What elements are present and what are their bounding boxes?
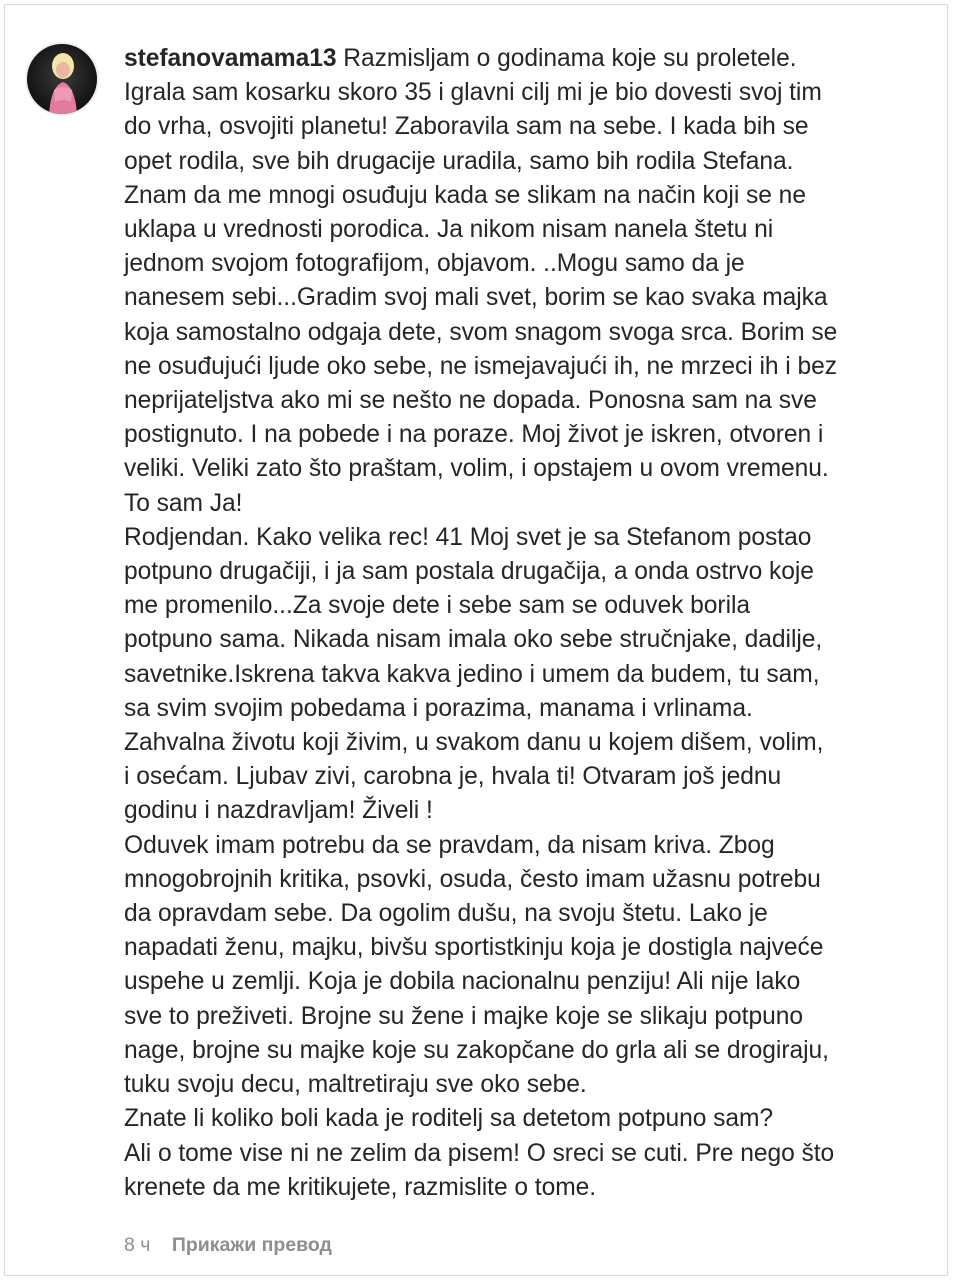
comment-first-line <box>124 42 914 76</box>
comment-line: godinu i nazdravljam! Živeli ! <box>124 797 433 825</box>
comment-body <box>124 42 914 1205</box>
comment-line: koja samostalno odgaja dete, svom snagom svoga srca. Borim se <box>124 318 838 346</box>
comment-line: savetnike.Iskrena takva kakva jedino i umem da budem, tu sam, <box>124 660 820 688</box>
comment-line: To sam Ja! <box>124 489 243 517</box>
comment-line: uklapa u vrednosti porodica. Ja nikom nisam nanela štetu ni <box>124 216 774 244</box>
see-translation-button[interactable]: Прикажи превод <box>171 1234 332 1256</box>
comment-line: potpuno drugačiji, i ja sam postala drugačija, a onda ostrvo koje <box>124 558 814 586</box>
comment-line: krenete da me kritikujete, razmislite o tome. <box>124 1173 597 1201</box>
comment-line: neprijateljstva ako mi se nešto ne dopada. Ponosna sam na sve <box>124 387 817 415</box>
comment-line: i osećam. Ljubav zivi, carobna je, hvala ti! Otvaram još jednu <box>124 763 782 791</box>
comment-line: Znate li koliko boli kada je roditelj sa detetom potpuno sam? <box>124 1105 774 1133</box>
comment-line: Igrala sam kosarku skoro 35 i glavni cilj mi je bio dovesti svoj tim <box>124 79 822 107</box>
comment-panel <box>4 4 948 1276</box>
username-link[interactable]: stefanovamama13 <box>124 45 337 72</box>
avatar-photo <box>27 44 97 114</box>
comment-meta <box>124 1230 332 1260</box>
comment-line: postignuto. I na pobede i na poraze. Moj život je iskren, otvoren i <box>124 421 824 449</box>
comment-line: do vrha, osvojiti planetu! Zaboravila sam na sebe. I kada bih se <box>124 113 809 141</box>
comment-text: Razmisljam o godinama koje su proletele. <box>336 45 797 72</box>
comment-line: jednom svojom fotografijom, objavom. ..Mogu samo da je <box>124 250 745 278</box>
comment-line: nanesem sebi...Gradim svoj mali svet, borim se kao svaka majka <box>124 284 828 312</box>
comment-line: napadati ženu, majku, bivšu sportistkinju koja je dostigla najveće <box>124 934 824 962</box>
comment-line: Znam da me mnogi osuđuju kada se slikam na način koji se ne <box>124 181 806 209</box>
comment-line: nage, brojne su majke koje su zakopčane do grla ali se drogiraju, <box>124 1036 829 1064</box>
avatar[interactable] <box>25 42 99 116</box>
comment-line: Rodjendan. Kako velika rec! 41 Moj svet je sa Stefanom postao <box>124 523 812 551</box>
comment-line: Oduvek imam potrebu da se pravdam, da nisam kriva. Zbog <box>124 831 775 859</box>
comment-line: mnogobrojnih kritika, psovki, osuda, često imam užasnu potrebu <box>124 865 821 893</box>
comment-line: potpuno sama. Nikada nisam imala oko sebe stručnjake, dadilje, <box>124 626 823 654</box>
comment-line: veliki. Veliki zato što praštam, volim, i opstajem u ovom vremenu. <box>124 455 829 483</box>
comment-line: uspehe u zemlji. Koja je dobila nacionalnu penziju! Ali nije lako <box>124 968 801 996</box>
comment-timestamp[interactable]: 8 ч <box>124 1234 151 1256</box>
comment-line: sa svim svojim pobedama i porazima, manama i vrlinama. <box>124 694 753 722</box>
comment-line: sve to preživeti. Brojne su žene i majke koje se slikaju potpuno <box>124 1002 803 1030</box>
comment-line: Ali o tome vise ni ne zelim da pisem! O sreci se cuti. Pre nego što <box>124 1139 835 1167</box>
comment-line: opet rodila, sve bih drugacije uradila, samo bih rodila Stefana. <box>124 147 794 175</box>
comment-line: me promenilo...Za svoje dete i sebe sam se oduvek borila <box>124 592 751 620</box>
comment-line: ne osuđujući ljude oko sebe, ne ismejavajući ih, ne mrzeci ih i bez <box>124 352 837 380</box>
comment-line: tuku svoju decu, maltretiraju sve oko sebe. <box>124 1071 587 1099</box>
comment-line: Zahvalna životu koji živim, u svakom danu u kojem dišem, volim, <box>124 729 824 757</box>
comment-line: da opravdam sebe. Da ogolim dušu, na svoju štetu. Lako je <box>124 900 768 928</box>
